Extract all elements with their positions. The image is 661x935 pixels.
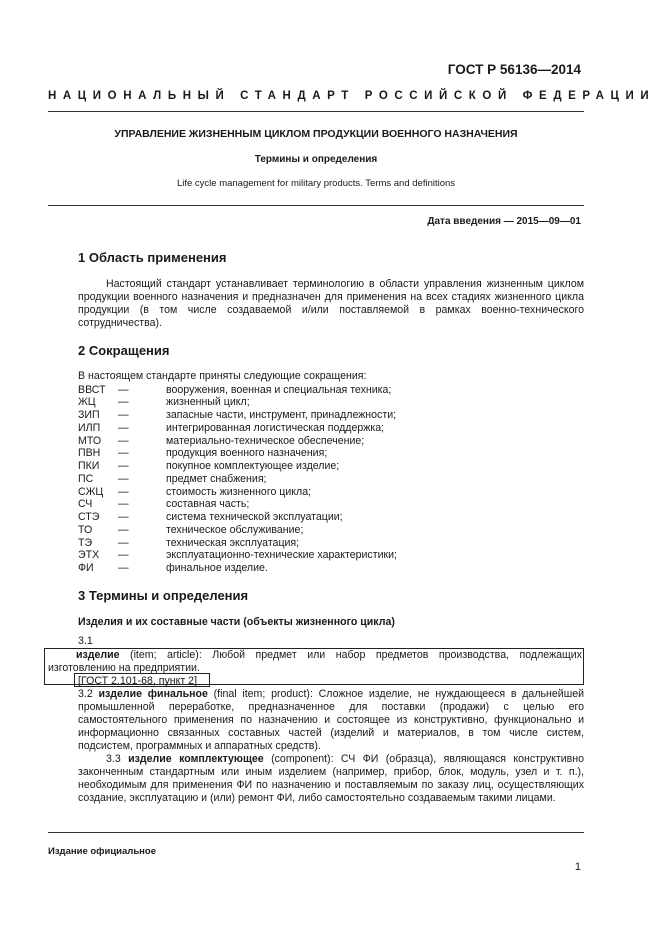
abbreviation-dash: — <box>118 536 129 549</box>
abbreviation-code: ИЛП <box>78 421 101 434</box>
abbreviation-dash: — <box>118 460 129 472</box>
document-id: ГОСТ Р 56136—2014 <box>447 62 581 77</box>
abbreviation-dash: — <box>118 498 129 511</box>
term-3-2-term: изделие финальное <box>98 688 208 700</box>
abbreviation-row <box>78 486 584 499</box>
abbreviation-definition: техническое обслуживание; <box>166 523 304 536</box>
abbreviation-code: МТО <box>78 434 102 447</box>
abbreviation-definition: жизненный цикл; <box>166 396 250 409</box>
abbreviation-dash: — <box>118 447 129 460</box>
abbreviation-definition: продукция военного назначения; <box>166 447 328 460</box>
abbreviation-code: ПС <box>78 472 94 485</box>
national-standard-banner: НАЦИОНАЛЬНЫЙ СТАНДАРТ РОССИЙСКОЙ ФЕДЕРАЦИИ <box>48 90 656 102</box>
abbreviation-definition: вооружения, военная и специальная техника; <box>166 383 392 396</box>
abbreviation-code: ЖЦ <box>78 396 96 409</box>
abbreviation-code: ПКИ <box>78 460 100 472</box>
abbreviation-dash: — <box>118 396 129 409</box>
abbreviation-definition: стоимость жизненного цикла; <box>166 485 312 498</box>
term-group-heading: Изделия и их составные части (объекты жизненного цикла) <box>78 616 395 628</box>
abbreviation-code: СЧ <box>78 498 93 511</box>
footer-rule <box>48 832 584 833</box>
abbreviation-code: ЭТХ <box>78 549 100 562</box>
abbreviation-definition: техническая эксплуатация; <box>166 536 300 549</box>
abbreviation-code: СТЭ <box>78 511 100 523</box>
abbreviation-row <box>78 537 584 550</box>
abbreviation-dash: — <box>118 434 129 447</box>
abbreviation-dash: — <box>118 562 129 574</box>
header-rule-bottom <box>48 205 584 206</box>
page-number: 1 <box>574 861 581 873</box>
abbreviation-dash: — <box>118 421 129 434</box>
english-title: Life cycle management for military products. Terms and definitions <box>176 178 456 189</box>
abbreviation-definition: предмет снабжения; <box>166 472 267 485</box>
abbreviation-row <box>78 562 584 575</box>
section-1-text: Настоящий стандарт устанавливает терминологию в области управления жизненным циклом продукции военного назначения и предназначен для применения на всех стадиях жизненного цикла продукции (в том числе создаваемой и/или поставляемой в рамках военно-технического сотрудничества). <box>78 278 584 329</box>
abbreviation-dash: — <box>118 383 129 396</box>
abbreviation-row <box>78 511 584 524</box>
header-rule-top <box>48 111 584 112</box>
document-title: УПРАВЛЕНИЕ ЖИЗНЕННЫМ ЦИКЛОМ ПРОДУКЦИИ ВОЕННОГО НАЗНАЧЕНИЯ <box>114 128 518 140</box>
abbreviation-code: СЖЦ <box>78 485 104 498</box>
abbreviation-row <box>78 498 584 511</box>
section-1-heading: 1 Область применения <box>78 250 227 265</box>
term-3-3-term: изделие комплектующее <box>128 753 264 765</box>
abbreviation-row <box>78 473 584 486</box>
abbreviation-dash: — <box>118 409 129 421</box>
abbreviation-definition: материально-техническое обеспечение; <box>166 434 365 447</box>
abbreviation-row <box>78 447 584 460</box>
abbreviation-definition: эксплуатационно-технические характеристики; <box>166 549 397 562</box>
abbreviation-dash: — <box>118 549 129 562</box>
abbreviation-definition: запасные части, инструмент, принадлежности; <box>166 409 397 421</box>
abbreviation-row <box>78 460 584 473</box>
abbreviation-definition: финальное изделие. <box>166 562 268 574</box>
term-3-2: 3.2 изделие финальное (final item; product): Сложное изделие, не нуждающееся в дальнейшей промышленной переработке, предназначенное для поставки (продажи) с целью его самостоятельного применения по назначению и состоящее из конструктивно, функционально и информационно связанных составных частей (изделий и материалов, в том числе систем, подсистем, программных и аппаратных средств). <box>78 688 584 752</box>
abbreviation-definition: покупное комплектующее изделие; <box>166 460 340 472</box>
abbreviation-dash: — <box>118 485 129 498</box>
abbreviations-intro: В настоящем стандарте приняты следующие сокращения: <box>78 370 367 382</box>
official-edition-label: Издание официальное <box>48 846 156 857</box>
abbreviation-code: ТЭ <box>78 536 93 549</box>
abbreviation-code: ПВН <box>78 447 101 460</box>
abbreviation-code: ФИ <box>78 562 94 574</box>
abbreviation-code: ТО <box>78 523 93 536</box>
abbreviation-row <box>78 435 584 448</box>
abbreviation-definition: интегрированная логистическая поддержка; <box>166 421 385 434</box>
term-3-1-definition: изделие (item; article): Любой предмет или набор предметов производства, подлежащих изготовлению на предприятии. <box>48 648 582 674</box>
term-3-1-term: изделие <box>76 648 120 661</box>
abbreviation-dash: — <box>118 511 129 523</box>
abbreviation-row <box>78 422 584 435</box>
section-3-heading: 3 Термины и определения <box>78 588 249 603</box>
abbreviation-code: ЗИП <box>78 409 100 421</box>
abbreviation-code: ВВСТ <box>78 383 106 396</box>
term-3-1-number: 3.1 <box>78 635 93 647</box>
abbreviation-row <box>78 409 584 422</box>
abbreviation-definition: система технической эксплуатации; <box>166 511 343 523</box>
abbreviation-dash: — <box>118 523 129 536</box>
abbreviation-row <box>78 384 584 397</box>
abbreviation-row <box>78 524 584 537</box>
abbreviations-list <box>78 384 584 575</box>
section-2-heading: 2 Сокращения <box>78 343 170 358</box>
document-subtitle: Термины и определения <box>254 154 378 165</box>
abbreviation-row <box>78 396 584 409</box>
abbreviation-row <box>78 549 584 562</box>
term-3-1-reference: [ГОСТ 2.101-68, пункт 2] <box>78 674 198 687</box>
abbreviation-dash: — <box>118 472 129 485</box>
effective-date: Дата введения — 2015—09—01 <box>427 216 581 227</box>
abbreviation-definition: составная часть; <box>166 498 250 511</box>
term-3-3: 3.3 изделие комплектующее (component): СЧ ФИ (образца), являющаяся конструктивно законченным стандартным или иным изделием (например, прибор, блок, модуль, узел и т. п.), необходимым для применения ФИ по назначению и поставляемым по заказу лиц, осуществляющих создание, эксплуатацию и (или) ремонт ФИ, либо самостоятельно создаваемым такими лицами. <box>78 753 584 804</box>
